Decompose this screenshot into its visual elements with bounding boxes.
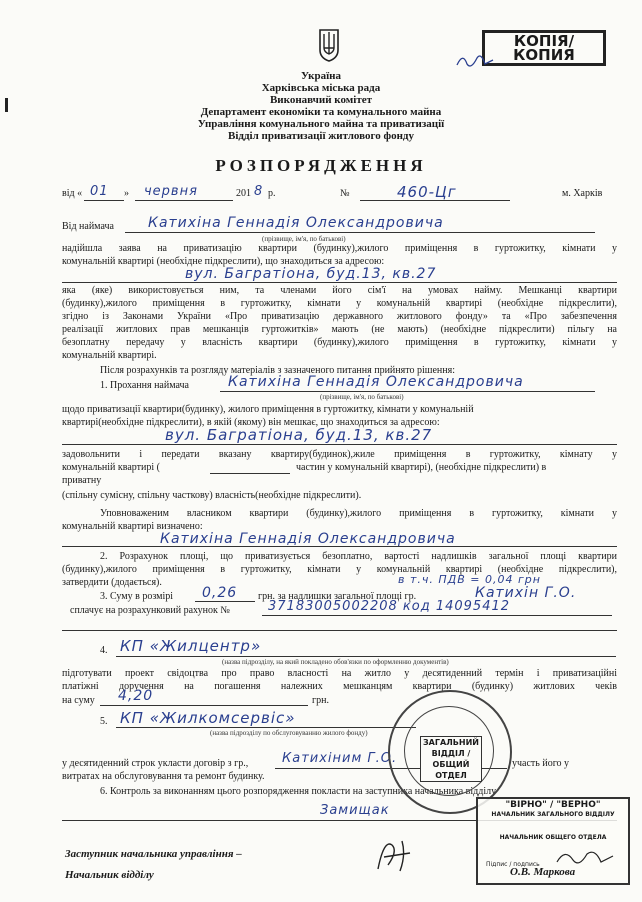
point1-label: 1. Прохання наймача [100,380,189,391]
doc-type-title: РОЗПОРЯДЖЕННЯ [215,156,427,175]
round-stamp [388,690,512,814]
header-division: Відділ приватизації житлового фонду [227,130,414,142]
round-stamp-label: ЗАГАЛЬНИЙ ВІДДІЛ / ОБЩИЙ ОТДЕЛ [420,736,482,782]
header-council: Харківська міська рада [261,82,381,94]
body-line-15: (спільну сумісну, спільну часткову) власність(необхідне підкреслити). [62,490,362,501]
point3-amount: 0,26 [202,585,238,601]
body-line-1: надійшла заява на приватизацію квартири (будинку),жилого приміщення в гуртожитку, кімнати у [62,243,617,254]
applicant-rule [125,232,595,233]
body-line-6: реалізації житлових прав мешканців гуртожитків» мають (не мають) (необхідне підкреслити) пільгу на [62,324,617,335]
verno-line-2: НАЧАЛЬНИК ОБЩЕГО ОТДЕЛА [499,834,607,841]
point3-amount-rule [195,601,255,602]
copy-stamp [482,30,606,66]
body-line-20a: на суму [62,695,95,706]
point1-caption: (прізвище, ім'я, по батькові) [320,393,404,401]
signer-name: О.В. Маркова [510,866,576,878]
verno-line-3: Підпис / подпись [486,861,540,868]
point3-account-label: сплачує на розрахунковий рахунок № [70,605,230,616]
doc-number: 460-Цг [397,183,457,201]
point3-payer: Катихін Г.О. [475,585,577,601]
handwritten-signature [370,835,420,875]
body-line-21b: участь його у [512,758,570,769]
point4-num: 4. [100,645,108,656]
body-line-16: Уповноваженим власником квартири (будинку),жилого приміщення в гуртожитку, кімнати у [100,508,617,519]
point4-rule [116,656,616,657]
body-line-14: приватну [62,475,102,486]
body-line-11: квартирі(необхідне підкреслити), в якій (якому) він мешкає, що знаходиться за адресою: [62,417,440,428]
point1-address: вул. Багратіона, буд.13, кв.27 [165,426,433,444]
body-line-13a: комунальній квартирі ( [62,462,160,473]
city: м. Харків [562,188,603,199]
date-month: червня [144,184,198,199]
header-country: Україна [300,70,342,82]
owner-rule [62,546,617,547]
applicant-caption: (прізвище, ім'я, по батькові) [262,235,346,243]
address-rule [62,282,617,283]
verno-title: "ВІРНО" / "ВЕРНО" [505,800,601,810]
point3-account-rule [262,615,612,616]
date-month-rule [135,200,233,201]
point5-caption: (назва підрозділу по обслуговуванню жилого фонду) [210,729,368,737]
copy-stamp-line1: КОПІЯ/ [513,32,575,50]
header-committee: Виконавчий комітет [269,94,373,106]
point1-address-rule [62,444,617,445]
body-line-2: комунальній квартирі (необхідне підкреслити), що знаходиться за адресою: [62,256,385,267]
body-line-9: Після розрахунків та розгляду матеріалів з зазначеного питання прийнято рішення: [100,365,455,376]
body-line-22: витратах на обслуговування та ремонт будинку. [62,771,265,782]
body-line-5: згідно із Законами України «Про приватизацію державного житлового фонду» та «Про забезпечення [62,311,617,322]
body-line-8: комунальній квартирі. [62,350,157,361]
point6-line: 6. Контроль за виконанням цього розпорядження покласти на заступника начальника відділу [100,786,497,797]
body-line-3: яка (яке) використовується ним, та членами його сім'ї на умовах найму. Мешканці квартири [62,285,617,296]
point4-caption: (назва підрозділу, на який покладено обов'язки по оформленню документів) [222,658,449,666]
date-year-prefix: 201 [236,188,251,199]
point5-rule [116,727,416,728]
signature-title-2: Начальник відділу [65,869,154,881]
point6-name: Замищак [320,803,390,818]
point5-person: Катихіним Г.О. [282,751,398,766]
body-line-18: підготувати проект свідоцтва про право власності на житло у десятиденний термін і приватизаційні [62,668,617,679]
applicant-name: Катихіна Геннадія Олександровича [148,215,444,231]
body-line-17: комунальній квартирі визначено: [62,521,203,532]
point2-line-1: 2. Розрахунок площі, що приватизується безоплатно, вартості надлишків загальної площі квартири [100,551,617,562]
date-day-rule [84,200,124,201]
point1-name-rule [220,391,595,392]
date-year-suffix: р. [268,188,276,199]
share-blank-rule [210,473,290,474]
body-line-20b: грн. [312,695,329,706]
copy-signature [455,50,495,72]
coat-of-arms-icon [317,28,341,62]
point2-line-3: затвердити (додається). [62,577,162,588]
body-line-12: задовольнити і передати вказану квартиру(будинок),жиле приміщення в гуртожитку, кімнату у [62,449,617,460]
point4-sum: 4,20 [118,688,154,704]
body-line-10: щодо приватизації квартири(будинку), жилого приміщення в гуртожитку, кімнати у комунальній [62,404,474,415]
doc-number-rule [360,200,510,201]
point4-sum-rule [100,705,308,706]
body-line-13b: частин у комунальній квартирі), (необхідне підкреслити) в [296,462,547,473]
body-line-19: платіжні доручення на погашення належних мешканцям квартири (будинку) житлових чеків [62,681,617,692]
point3-account: 37183005002208 код 14095412 [268,599,511,614]
verno-line-1: НАЧАЛЬНИК ЗАГАЛЬНОГО ВІДДІЛУ [491,811,615,818]
point3-text: грн. за надлишки загальної площі гр. [258,591,417,602]
body-line-21a: у десятиденний строк укласти договір з гр., [62,758,249,769]
applicant-label: Від наймача [62,221,114,232]
copy-stamp-line2: КОПИЯ [513,46,575,64]
point4-unit: КП «Жилцентр» [120,637,262,655]
point3-blank-rule [62,630,617,631]
date-from: від « [62,188,83,199]
owner-name: Катихіна Геннадія Олександровича [160,531,456,547]
address: вул. Багратіона, буд.13, кв.27 [185,266,437,282]
point1-name: Катихіна Геннадія Олександровича [228,374,524,390]
header-department: Департамент економіки та комунального майна [200,106,442,118]
date-year-digit: 8 [254,184,264,199]
point5-num: 5. [100,716,108,727]
body-line-7: безоплатну передачу у власність квартири (будинку),жилого приміщення в гуртожитку, кімнати у [62,337,617,348]
body-line-4: (будинку),жилого приміщення в гуртожитку, кімнати у комунальній квартирі (необхідне підкреслити), [62,298,617,309]
date-close: » [124,188,129,199]
doc-number-label: № [340,188,350,199]
date-day: 01 [90,184,109,199]
signature-title-1: Заступник начальника управління – [65,848,242,860]
point2-line-2: (будинку),жилого приміщення в гуртожитку, кімнати у комунальній квартирі (необхідне підкреслити), [62,564,617,575]
vat-note: в т.ч. ПДВ = 0,04 грн [398,573,541,586]
point3-label: 3. Суму в розмірі [100,591,174,602]
header-management: Управління комунального майна та приватизації [197,118,445,130]
point5-unit: КП «Жилкомсервіс» [120,709,296,727]
